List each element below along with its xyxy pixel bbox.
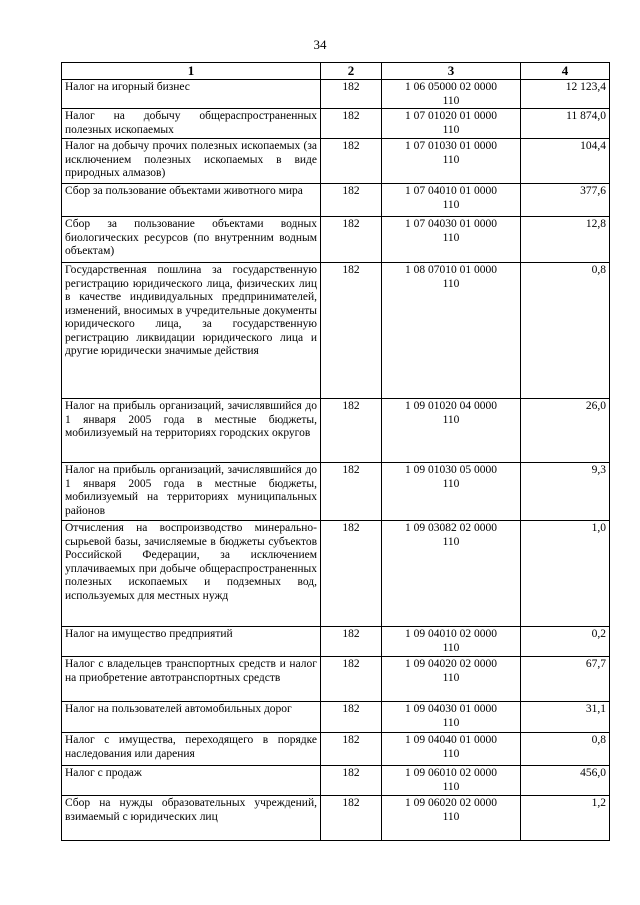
revenue-name: Сбор за пользование объектами водных биологических ресурсов (по внутренним водным объектам) (62, 217, 321, 263)
revenue-name: Налог на пользователей автомобильных дорог (62, 702, 321, 733)
admin-code: 182 (321, 399, 382, 463)
column-header-4: 4 (521, 63, 610, 80)
budget-classification-code (382, 80, 521, 109)
table-row (62, 80, 610, 109)
amount: 9,3 (521, 463, 610, 521)
column-header-3: 3 (382, 63, 521, 80)
amount: 377,6 (521, 184, 610, 217)
revenue-table (61, 62, 610, 841)
code-sub: 110 (442, 413, 460, 426)
code-main: 1 09 04010 02 0000 (405, 628, 497, 640)
code-main: 1 09 04040 01 0000 (405, 734, 497, 746)
revenue-name: Сбор за пользование объектами животного мира (62, 184, 321, 217)
budget-classification-code (382, 733, 521, 766)
admin-code: 182 (321, 184, 382, 217)
budget-classification-code (382, 184, 521, 217)
code-main: 1 09 04030 01 0000 (405, 703, 497, 715)
column-header-1: 1 (62, 63, 321, 80)
table-row (62, 657, 610, 702)
revenue-name: Государственная пошлина за государственную регистрацию юридического лица, физических лиц в качестве индивидуальных предпринимателей, изменений, вносимых в учредительные документы юридического лица, за государственную регистрацию ликвидации юридического лица и другие юридически значимые действия (62, 263, 321, 399)
code-sub: 110 (442, 747, 460, 760)
revenue-name: Налог на прибыль организаций, зачислявшийся до 1 января 2005 года в местные бюджеты, мобилизуемый на территориях городских округов (62, 399, 321, 463)
code-sub: 110 (442, 153, 460, 166)
revenue-name: Налог на прибыль организаций, зачислявшийся до 1 января 2005 года в местные бюджеты, мобилизуемый на территориях муниципальных районов (62, 463, 321, 521)
admin-code: 182 (321, 627, 382, 657)
admin-code: 182 (321, 796, 382, 841)
code-sub: 110 (442, 535, 460, 548)
budget-classification-code (382, 109, 521, 139)
budget-classification-code (382, 263, 521, 399)
budget-classification-code (382, 463, 521, 521)
table-row (62, 184, 610, 217)
budget-classification-code (382, 521, 521, 627)
code-sub: 110 (442, 123, 460, 136)
budget-classification-code (382, 702, 521, 733)
budget-classification-code (382, 399, 521, 463)
code-sub: 110 (442, 780, 460, 793)
code-sub: 110 (442, 641, 460, 654)
budget-classification-code (382, 139, 521, 184)
table-row (62, 702, 610, 733)
table-row (62, 139, 610, 184)
amount: 12 123,4 (521, 80, 610, 109)
budget-classification-code (382, 766, 521, 796)
table-row (62, 796, 610, 841)
code-sub: 110 (442, 277, 460, 290)
amount: 31,1 (521, 702, 610, 733)
table-row (62, 217, 610, 263)
table-row (62, 109, 610, 139)
table-row (62, 463, 610, 521)
code-main: 1 06 05000 02 0000 (405, 81, 497, 93)
code-main: 1 09 01020 04 0000 (405, 400, 497, 412)
code-sub: 110 (442, 231, 460, 244)
table-row (62, 399, 610, 463)
admin-code: 182 (321, 657, 382, 702)
code-sub: 110 (442, 716, 460, 729)
admin-code: 182 (321, 263, 382, 399)
budget-classification-code (382, 627, 521, 657)
code-main: 1 09 03082 02 0000 (405, 522, 497, 534)
admin-code: 182 (321, 80, 382, 109)
admin-code: 182 (321, 463, 382, 521)
amount: 12,8 (521, 217, 610, 263)
code-sub: 110 (442, 94, 460, 107)
admin-code: 182 (321, 109, 382, 139)
amount: 0,8 (521, 733, 610, 766)
code-sub: 110 (442, 477, 460, 490)
code-sub: 110 (442, 671, 460, 684)
admin-code: 182 (321, 766, 382, 796)
budget-classification-code (382, 217, 521, 263)
table-header-row (62, 63, 610, 80)
budget-classification-code (382, 796, 521, 841)
revenue-name: Налог с продаж (62, 766, 321, 796)
code-main: 1 07 01020 01 0000 (405, 110, 497, 122)
revenue-name: Налог на добычу прочих полезных ископаемых (за исключением полезных ископаемых в виде природных алмазов) (62, 139, 321, 184)
amount: 1,0 (521, 521, 610, 627)
admin-code: 182 (321, 702, 382, 733)
amount: 11 874,0 (521, 109, 610, 139)
admin-code: 182 (321, 139, 382, 184)
amount: 456,0 (521, 766, 610, 796)
table-row (62, 766, 610, 796)
column-header-2: 2 (321, 63, 382, 80)
page-number: 34 (313, 37, 327, 52)
budget-classification-code (382, 657, 521, 702)
revenue-name: Отчисления на воспроизводство минерально-сырьевой базы, зачисляемые в бюджеты субъектов Российской Федерации, за исключением уплачиваемых при добыче общераспространенных полезных ископаемых и подземных вод, используемых для местных нужд (62, 521, 321, 627)
code-main: 1 07 04030 01 0000 (405, 218, 497, 230)
amount: 0,2 (521, 627, 610, 657)
code-main: 1 09 04020 02 0000 (405, 658, 497, 670)
amount: 0,8 (521, 263, 610, 399)
revenue-name: Сбор на нужды образовательных учреждений, взимаемый с юридических лиц (62, 796, 321, 841)
code-main: 1 09 01030 05 0000 (405, 464, 497, 476)
amount: 1,2 (521, 796, 610, 841)
code-sub: 110 (442, 198, 460, 211)
amount: 104,4 (521, 139, 610, 184)
admin-code: 182 (321, 521, 382, 627)
table-row (62, 521, 610, 627)
revenue-name: Налог на добычу общераспространенных полезных ископаемых (62, 109, 321, 139)
amount: 26,0 (521, 399, 610, 463)
code-sub: 110 (442, 810, 460, 823)
table-row (62, 263, 610, 399)
code-main: 1 07 01030 01 0000 (405, 140, 497, 152)
table-row (62, 733, 610, 766)
revenue-name: Налог с владельцев транспортных средств и налог на приобретение автотранспортных средств (62, 657, 321, 702)
admin-code: 182 (321, 733, 382, 766)
admin-code: 182 (321, 217, 382, 263)
revenue-name: Налог на имущество предприятий (62, 627, 321, 657)
code-main: 1 09 06020 02 0000 (405, 797, 497, 809)
table-row (62, 627, 610, 657)
code-main: 1 07 04010 01 0000 (405, 185, 497, 197)
revenue-name: Налог на игорный бизнес (62, 80, 321, 109)
revenue-name: Налог с имущества, переходящего в порядке наследования или дарения (62, 733, 321, 766)
code-main: 1 09 06010 02 0000 (405, 767, 497, 779)
amount: 67,7 (521, 657, 610, 702)
code-main: 1 08 07010 01 0000 (405, 264, 497, 276)
